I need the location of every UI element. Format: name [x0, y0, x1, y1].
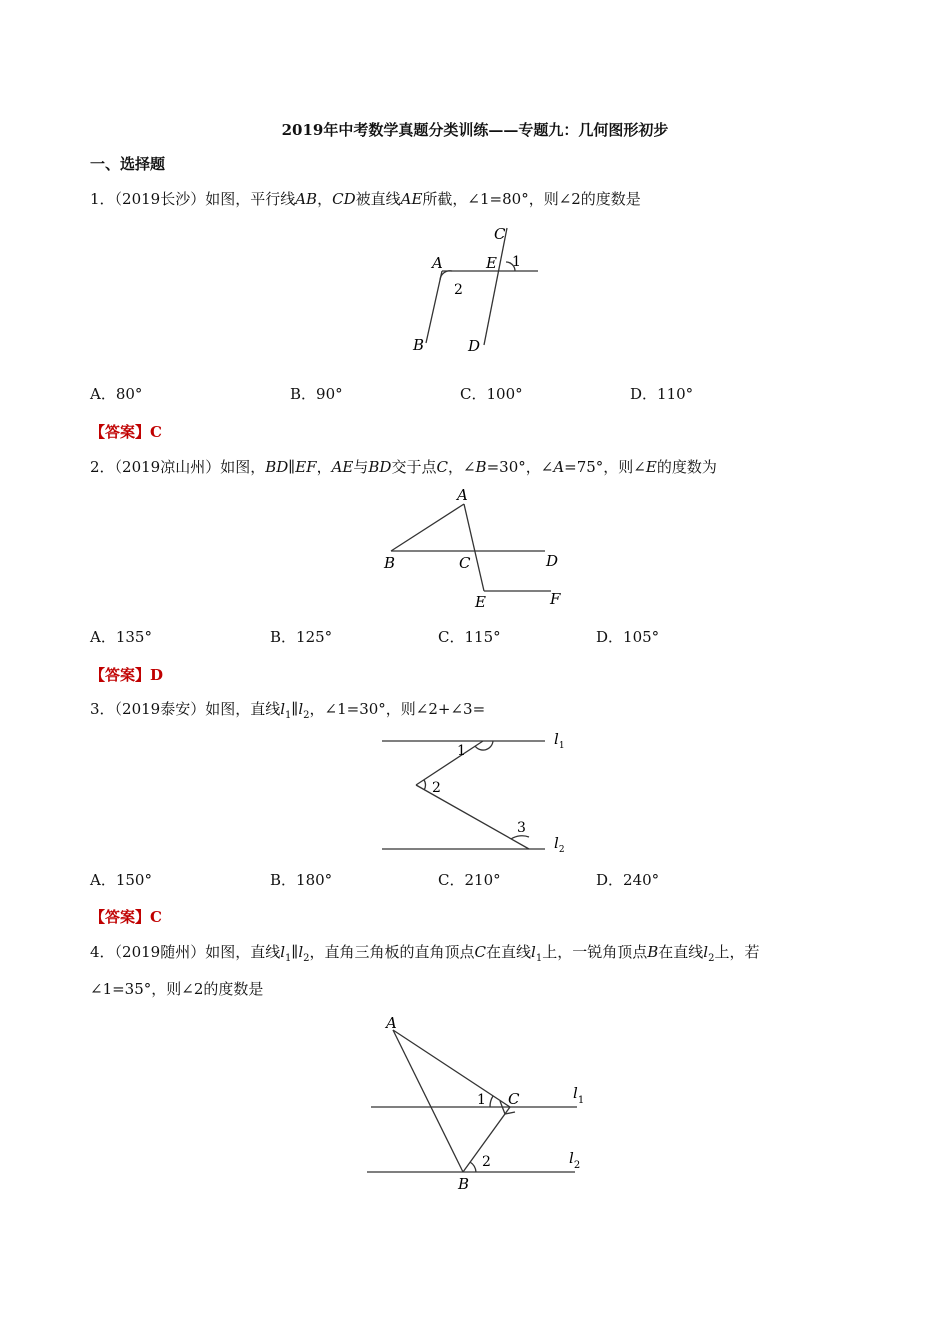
q2-stem-e: =30°，∠ — [486, 458, 554, 476]
q4-angle1-arc — [490, 1096, 493, 1107]
q2-b: B — [475, 458, 487, 476]
q3-angle1-arc — [475, 741, 493, 750]
q4-label-b: B — [458, 1175, 470, 1193]
q4-label-2: 2 — [482, 1154, 491, 1170]
q1-cd: CD — [332, 190, 356, 208]
q4-stem — [90, 942, 760, 969]
q2-label-f: F — [550, 590, 561, 608]
q4-line-ab — [393, 1030, 463, 1172]
q2-option-b[interactable]: B．125° — [270, 628, 333, 646]
q2-line-ab — [391, 504, 464, 551]
q4-l2-sub: 2 — [303, 953, 310, 964]
q3-answer-value: C — [150, 908, 162, 926]
q2-label-e: E — [475, 593, 486, 611]
q3-zig-top — [416, 741, 483, 785]
q3-l1-sub: 1 — [285, 710, 292, 721]
q4-l1: l — [280, 943, 286, 961]
q4-stem-b: ，直角三角板的直角顶点 — [309, 943, 475, 961]
q4-label-l2-letter: l — [569, 1149, 574, 1167]
q3-option-a[interactable]: A．150° — [90, 871, 152, 889]
q2-par: ∥ — [288, 458, 296, 476]
q4-l2: l — [298, 943, 304, 961]
q2-bd: BD — [265, 458, 289, 476]
q4-par: ∥ — [291, 943, 299, 961]
q1-stem-a: 1．（2019长沙）如图，平行线 — [90, 190, 296, 208]
q2-stem-f: =75°，则∠ — [564, 458, 646, 476]
q1-option-b[interactable]: B．90° — [290, 385, 343, 403]
q4-l1b-sub: 1 — [535, 953, 543, 964]
q1-ab: AB — [295, 190, 318, 208]
q4-label-l2 — [569, 1149, 580, 1171]
q2-label-d: D — [546, 552, 559, 570]
q2-c: C — [436, 458, 448, 476]
q4-label-a: A — [386, 1014, 397, 1032]
q2-option-a[interactable]: A．135° — [90, 628, 152, 646]
q1-answer-value: C — [150, 423, 162, 441]
q1-answer-prefix: 【答案】 — [90, 423, 151, 441]
q3-angle2-arc — [424, 780, 426, 790]
q4-line-ac — [393, 1030, 510, 1107]
q3-label-3: 3 — [517, 820, 526, 836]
q1-stem-c: 所截，∠1=80°，则∠2的度数是 — [422, 190, 641, 208]
q2-stem-d: ，∠ — [447, 458, 476, 476]
q3-zig-bottom — [416, 785, 529, 849]
q3-l2-sub: 2 — [303, 710, 310, 721]
q4-l2b-sub: 2 — [708, 953, 715, 964]
q1-label-e: E — [486, 254, 497, 272]
q4-right-angle-mark — [500, 1101, 515, 1114]
q3-stem-b: ，∠1=30°，则∠2+∠3= — [309, 700, 486, 718]
q2-stem-a: 2．（2019凉山州）如图， — [90, 458, 266, 476]
q3-label-l1-sub: 1 — [558, 741, 565, 751]
q3-l1: l — [280, 700, 286, 718]
q1-label-b: B — [413, 336, 425, 354]
q1-option-d[interactable]: D．110° — [630, 385, 694, 403]
q2-label-c: C — [459, 554, 471, 572]
q2-a: A — [553, 458, 565, 476]
q1-angle1-arc — [506, 262, 515, 271]
q4-label-c: C — [508, 1090, 520, 1108]
q1-line-cd — [484, 228, 507, 345]
q1-option-c[interactable]: C．100° — [460, 385, 523, 403]
q4-l1b: l — [531, 943, 536, 961]
q3-label-2: 2 — [432, 780, 441, 796]
q4-angle2-arc — [470, 1162, 476, 1172]
q1-line-ab — [426, 271, 442, 343]
q1-answer — [90, 421, 162, 442]
q4-stem-d: 上，一锐角顶点 — [542, 943, 648, 961]
q1-label-d: D — [468, 337, 481, 355]
q3-label-l1-letter: l — [554, 730, 559, 748]
q3-label-l2 — [554, 834, 565, 855]
q4-stem-a: 4．（2019随州）如图，直线 — [90, 943, 281, 961]
q1-stem-b: 被直线 — [355, 190, 401, 208]
q3-par: ∥ — [291, 700, 299, 718]
q4-c: C — [474, 943, 487, 961]
q4-label-l1-sub: 1 — [577, 1095, 585, 1106]
q2-ae: AE — [331, 458, 354, 476]
q2-stem-c: 交于点 — [391, 458, 437, 476]
q2-answer — [90, 664, 163, 685]
q1-option-a[interactable]: A．80° — [90, 385, 143, 403]
q2-label-a: A — [457, 486, 468, 504]
q2-ef: EF — [295, 458, 317, 476]
q4-l1-sub: 1 — [285, 953, 292, 964]
section-heading: 一、选择题 — [90, 155, 166, 173]
q3-angle3-arc — [511, 836, 529, 839]
q2-stem — [90, 457, 717, 477]
q3-label-l1 — [554, 730, 565, 751]
q1-label-2: 2 — [454, 282, 463, 298]
q4-stem-e: 在直线 — [658, 943, 704, 961]
q1-angle2-arc — [440, 271, 452, 280]
q1-label-c: C — [494, 225, 506, 243]
q3-label-l2-sub: 2 — [558, 845, 565, 855]
q4-stem-c: 在直线 — [486, 943, 532, 961]
q2-stem-g: 的度数为 — [656, 458, 717, 476]
q1-stem — [90, 189, 641, 209]
q2-e: E — [645, 458, 657, 476]
q2-label-b: B — [384, 554, 396, 572]
q4-stem-f: 上，若 — [714, 943, 760, 961]
q4-l2b: l — [703, 943, 709, 961]
q2-option-c[interactable]: C．115° — [438, 628, 501, 646]
q4-label-l2-sub: 2 — [573, 1160, 581, 1171]
q4-label-l1 — [573, 1084, 584, 1106]
q4-label-1: 1 — [477, 1092, 486, 1108]
q3-label-1: 1 — [457, 743, 466, 759]
q2-bd-2: BD — [368, 458, 392, 476]
q2-answer-value: D — [150, 666, 164, 684]
q3-stem — [90, 699, 485, 726]
q4-stem-line2: ∠1=35°，则∠2的度数是 — [90, 980, 264, 998]
q3-label-l2-letter: l — [554, 834, 559, 852]
q2-line-ae — [464, 504, 484, 591]
q2-answer-prefix: 【答案】 — [90, 666, 151, 684]
q4-label-l1-letter: l — [573, 1084, 578, 1102]
page-title: 2019年中考数学真题分类训练——专题九：几何图形初步 — [281, 121, 669, 139]
q4-b: B — [647, 943, 659, 961]
q3-option-c[interactable]: C．210° — [438, 871, 501, 889]
q3-option-d[interactable]: D．240° — [596, 871, 660, 889]
q3-stem-a: 3．（2019泰安）如图，直线 — [90, 700, 281, 718]
q3-l2: l — [298, 700, 304, 718]
q1-label-a: A — [432, 254, 443, 272]
q3-answer — [90, 906, 162, 927]
q3-option-b[interactable]: B．180° — [270, 871, 333, 889]
q1-ae: AE — [400, 190, 423, 208]
q2-option-d[interactable]: D．105° — [596, 628, 660, 646]
q1-label-1: 1 — [512, 254, 521, 270]
q2-stem-b: 与 — [353, 458, 369, 476]
q3-answer-prefix: 【答案】 — [90, 908, 151, 926]
q2-comma: ， — [316, 458, 332, 476]
q1-comma: ， — [317, 190, 333, 208]
q4-line-bc — [463, 1107, 510, 1172]
